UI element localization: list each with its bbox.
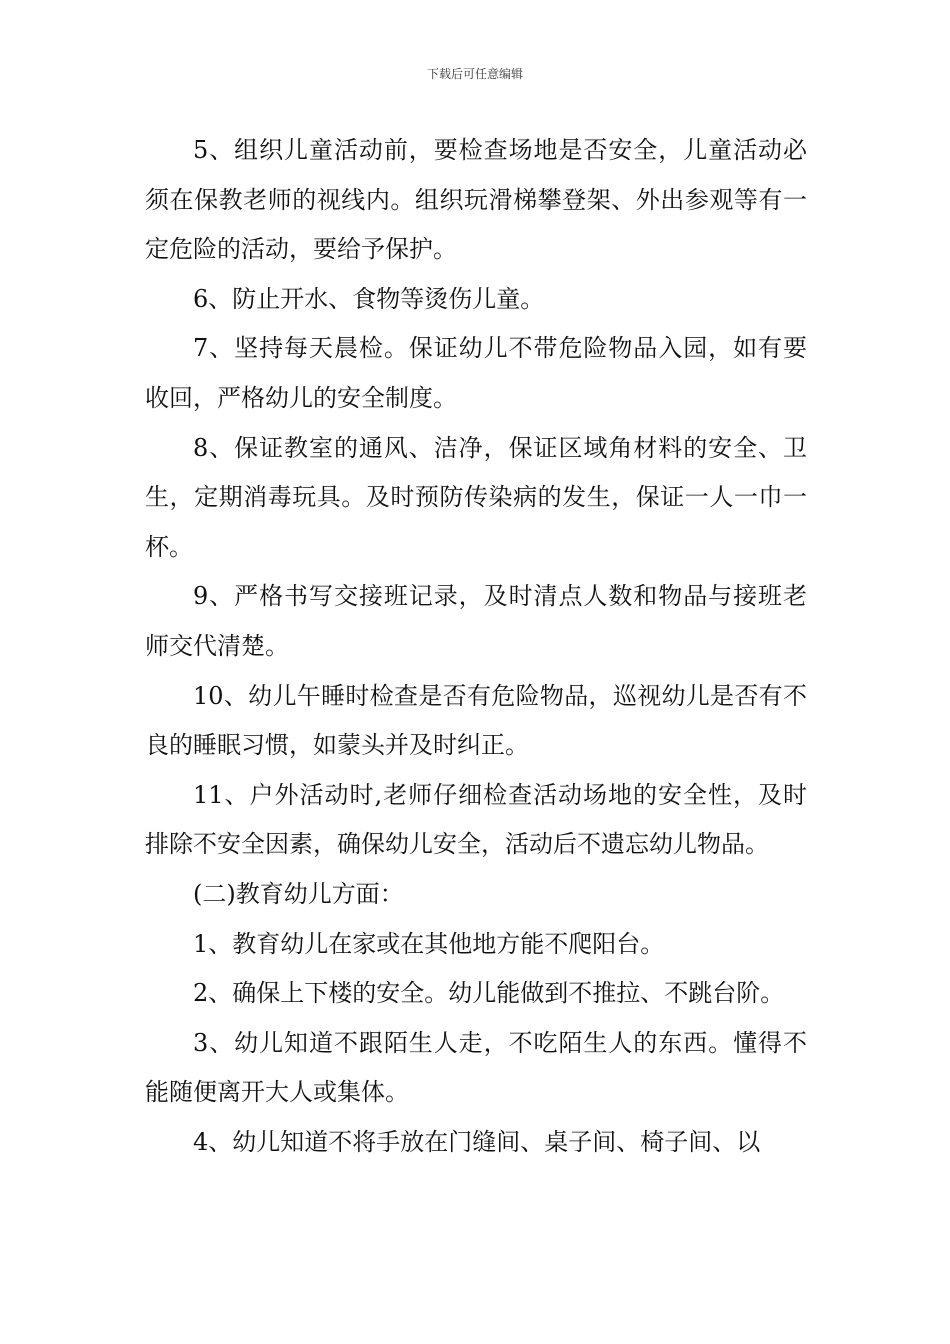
education-item-3: 3、幼儿知道不跟陌生人走，不吃陌生人的东西。懂得不能随便离开大人或集体。 <box>145 1028 807 1107</box>
page-header: 下载后可任意编辑 <box>426 67 523 81</box>
section-heading: (二)教育幼儿方面： <box>193 879 404 908</box>
paragraph-item-9: 9、严格书写交接班记录，及时清点人数和物品与接班老师交代清楚。 <box>145 582 807 660</box>
education-item-1: 1、教育幼儿在家或在其他地方能不爬阳台。 <box>193 929 665 958</box>
paragraph-item-11: 11、户外活动时,老师仔细检查活动场地的安全性，及时排除不安全因素，确保幼儿安全，活动后不遗忘幼儿物品。 <box>145 780 807 859</box>
paragraph-item-6: 6、防止开水、食物等烫伤儿童。 <box>193 284 545 313</box>
paragraph-item-10: 10、幼儿午睡时检查是否有危险物品，巡视幼儿是否有不良的睡眠习惯，如蒙头并及时纠正。 <box>145 681 807 760</box>
paragraph-item-5: 5、组织儿童活动前，要检查场地是否安全，儿童活动必须在保教老师的视线内。组织玩滑梯攀登架、外出参观等有一定危险的活动，要给予保护。 <box>145 136 807 264</box>
document-body <box>145 126 807 1167</box>
paragraph-item-8: 8、保证教室的通风、洁净，保证区域角材料的安全、卫生，定期消毒玩具。及时预防传染病的发生，保证一人一巾一杯。 <box>145 433 807 561</box>
education-item-2: 2、确保上下楼的安全。幼儿能做到不推拉、不跳台阶。 <box>193 979 785 1008</box>
education-item-4: 4、幼儿知道不将手放在门缝间、桌子间、椅子间、以 <box>193 1127 761 1156</box>
paragraph-item-7: 7、坚持每天晨检。保证幼儿不带危险物品入园，如有要收回，严格幼儿的安全制度。 <box>145 334 807 412</box>
